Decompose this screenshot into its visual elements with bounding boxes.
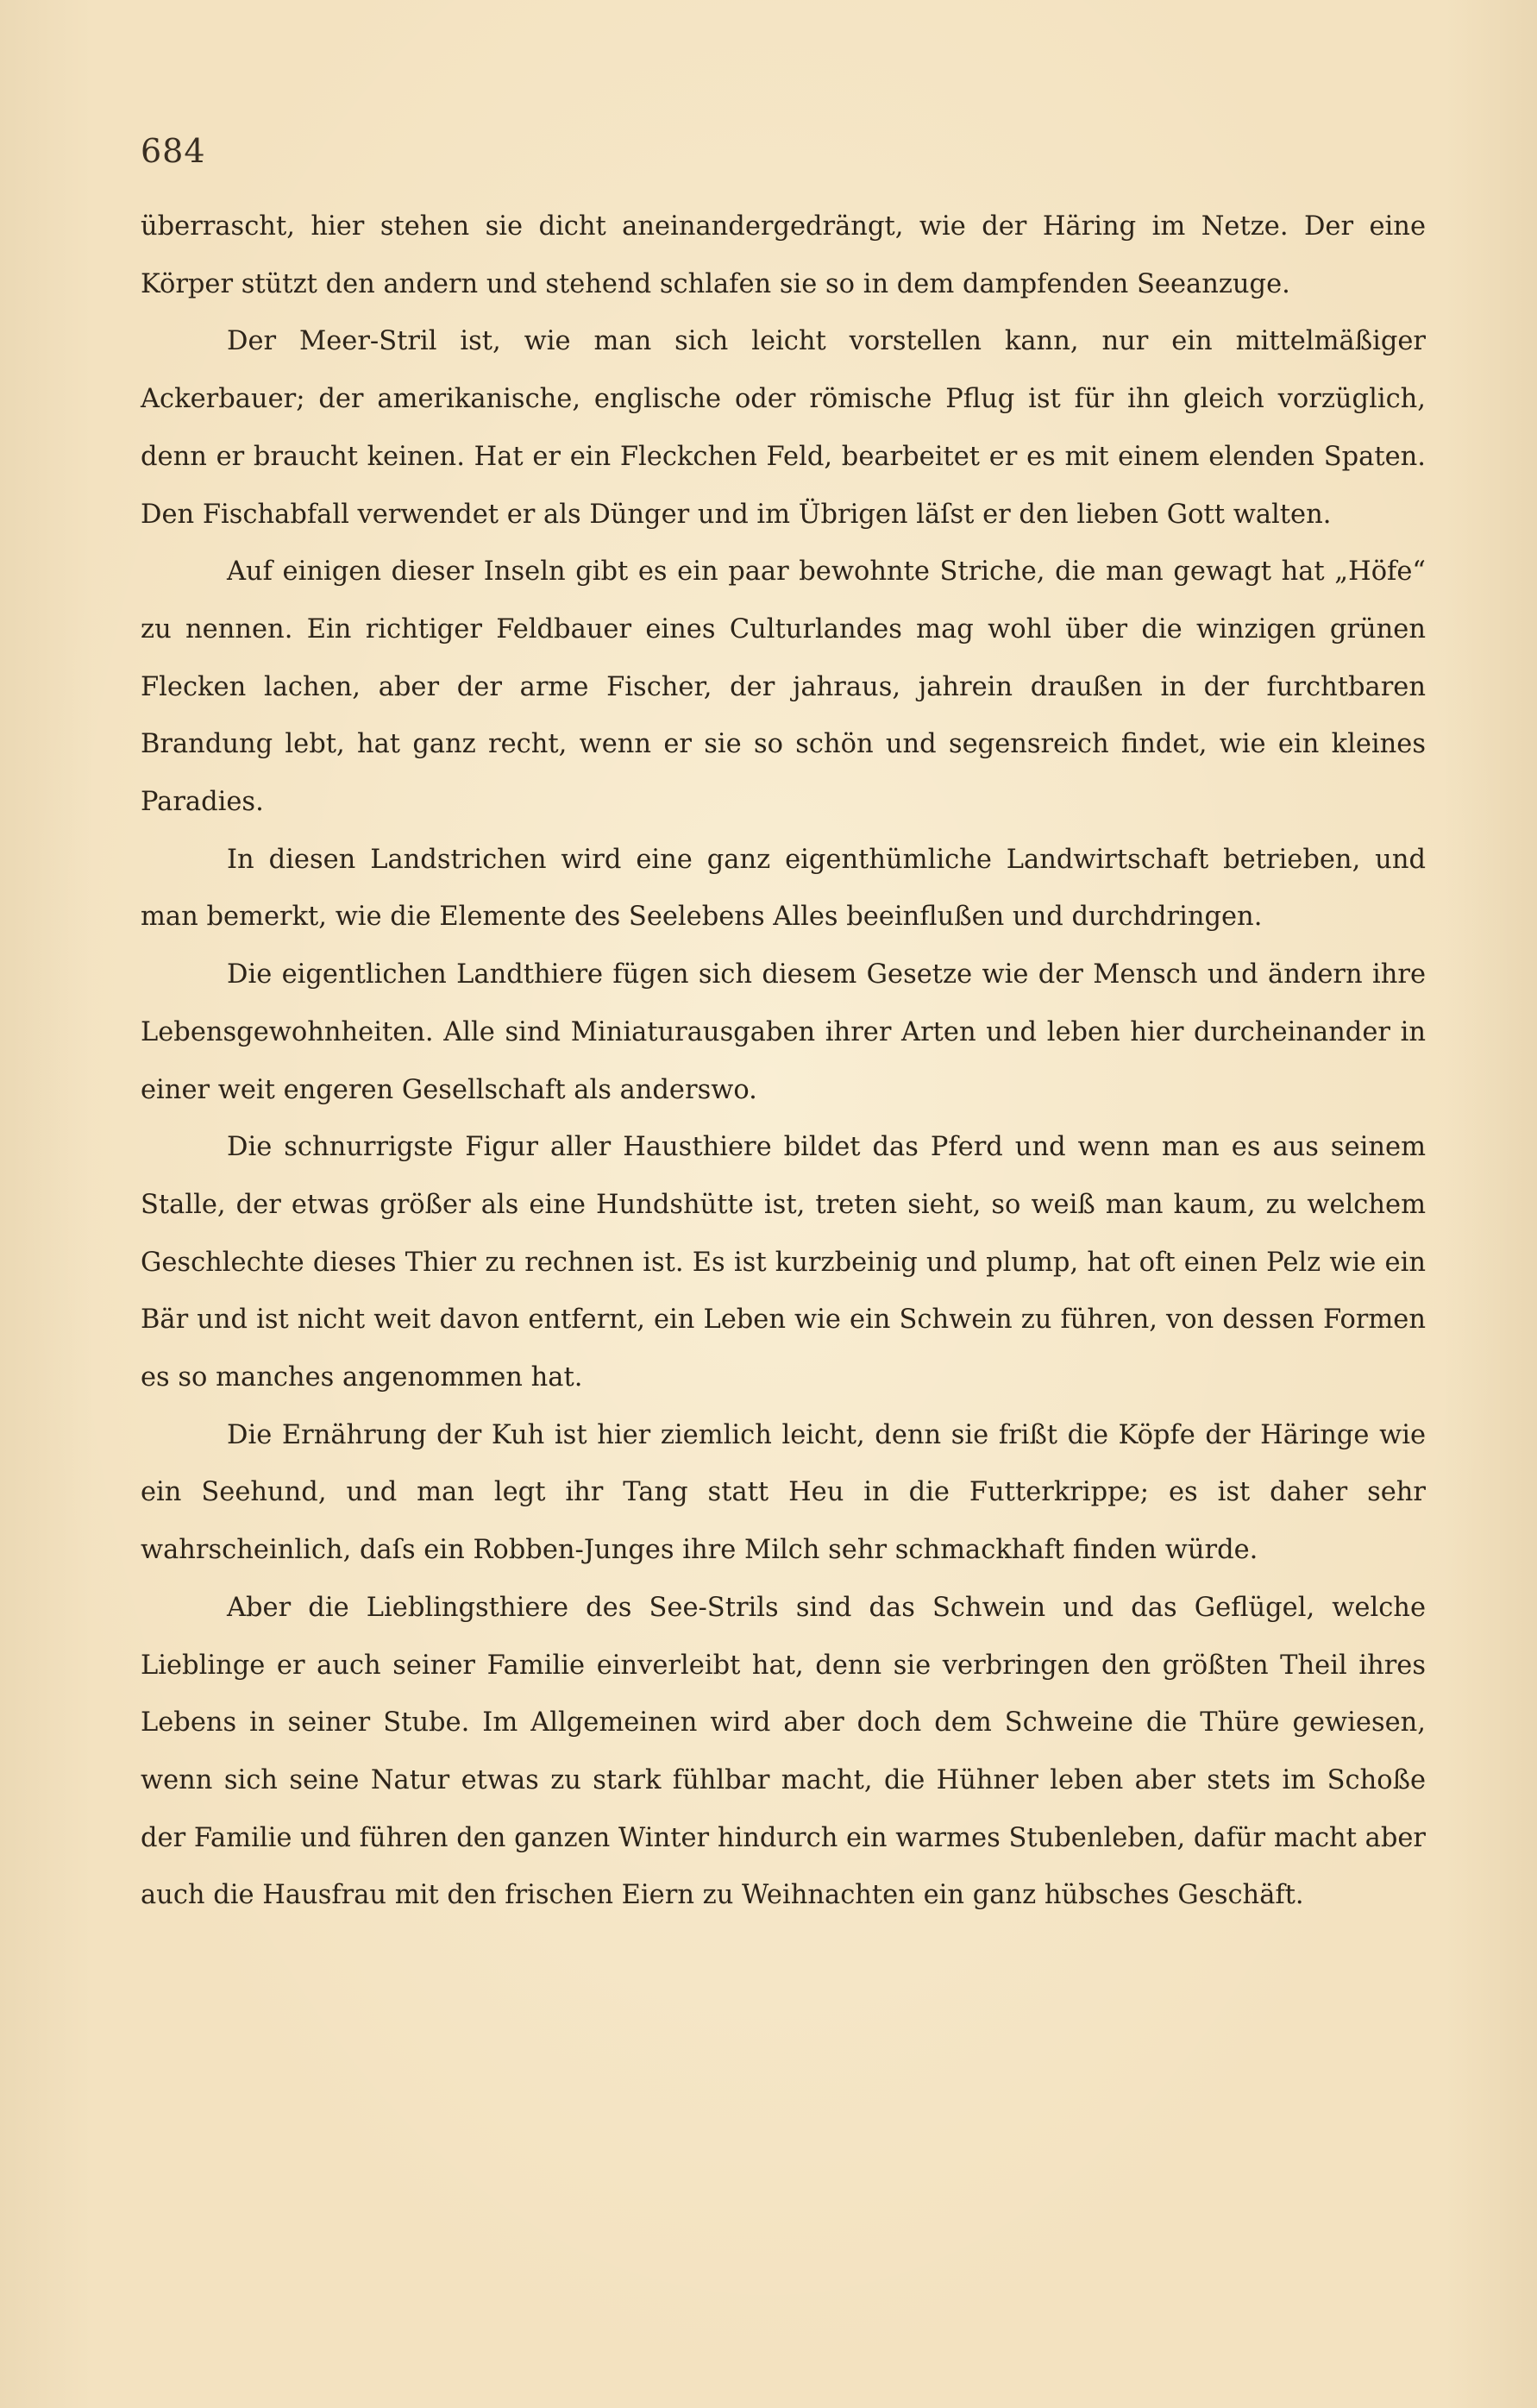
paragraph: Auf einigen dieser Inseln gibt es ein paar bewohnte Striche, die man gewagt hat „Höfe“ zu nennen. Ein richtiger Feldbauer eines Culturlandes mag wohl über die winzigen grünen Flecken lachen, aber der arme Fischer, der jahraus, jahrein draußen in der furchtbaren Brandung lebt, hat ganz recht, wenn er sie so schön und segensreich findet, wie ein kleines Paradies. <box>141 556 1426 818</box>
paragraph: Aber die Lieblingsthiere des See-Strils sind das Schwein und das Geflügel, welche Lieblinge er auch seiner Familie einverleibt hat, denn sie verbringen den größten Theil ihres Lebens in seiner Stube. Im Allgemeinen wird aber doch dem Schweine die Thüre gewiesen, wenn sich seine Natur etwas zu stark fühlbar macht, die Hühner leben aber stets im Schoße der Familie und führen den ganzen Winter hindurch ein warmes Stubenleben, dafür macht aber auch die Hausfrau mit den frischen Eiern zu Weihnachten ein ganz hübsches Geschäft. <box>141 1592 1426 1911</box>
paragraph: Die schnurrigste Figur aller Hausthiere bildet das Pferd und wenn man es aus seinem Stalle, der etwas größer als eine Hundshütte ist, treten sieht, so weiß man kaum, zu welchem Geschlechte dieses Thier zu rechnen ist. Es ist kurzbeinig und plump, hat oft einen Pelz wie ein Bär und ist nicht weit davon entfernt, ein Leben wie ein Schwein zu führen, von dessen Formen es so manches angenommen hat. <box>141 1132 1426 1393</box>
paragraph: Der Meer-Stril ist, wie man sich leicht vorstellen kann, nur ein mittelmäßiger Ackerbauer; der amerikanische, englische oder römische Pflug ist für ihn gleich vorzüglich, denn er braucht keinen. Hat er ein Fleckchen Feld, bearbeitet er es mit einem elenden Spaten. Den Fischabfall verwendet er als Dünger und im Übrigen läſst er den lieben Gott walten. <box>141 326 1426 530</box>
paragraph: In diesen Landstrichen wird eine ganz eigenthümliche Landwirtschaft betrieben, und man bemerkt, wie die Elemente des Seelebens Alles beeinflußen und durchdringen. <box>141 844 1426 933</box>
page-number: 684 <box>141 132 206 170</box>
paragraph: überrascht, hier stehen sie dicht aneinandergedrängt, wie der Häring im Netze. Der eine Körper stützt den andern und stehend schlafen sie so in dem dampfenden Seeanzuge. <box>141 211 1426 299</box>
paragraph: Die eigentlichen Landthiere fügen sich diesem Gesetze wie der Mensch und ändern ihre Lebensgewohnheiten. Alle sind Miniaturausgaben ihrer Arten und leben hier durcheinander in einer weit engeren Gesellschaft als anderswo. <box>141 959 1426 1105</box>
paragraph: Die Ernährung der Kuh ist hier ziemlich leicht, denn sie frißt die Köpfe der Häringe wie ein Seehund, und man legt ihr Tang statt Heu in die Futterkrippe; es ist daher sehr wahrscheinlich, daſs ein Robben-Junges ihre Milch sehr schmackhaft finden würde. <box>141 1419 1426 1566</box>
body-text <box>141 198 1426 1925</box>
